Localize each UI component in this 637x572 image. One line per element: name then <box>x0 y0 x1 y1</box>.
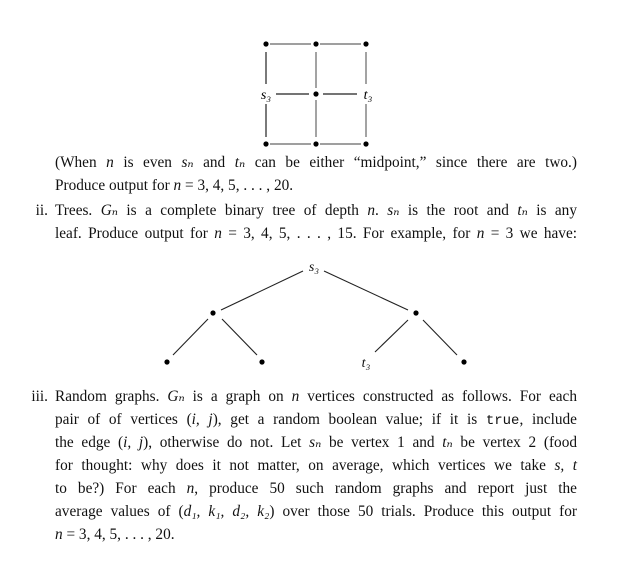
grid-target-label: t₃ <box>363 88 373 103</box>
item-iii-line <box>55 480 577 498</box>
tree-leaf-label: t₃ <box>361 356 371 371</box>
tree-root-label: s₃ <box>308 260 320 275</box>
text-segment: to be?) For each <box>55 480 187 497</box>
text-segment: , produce 50 such random graphs and report just the <box>194 480 577 497</box>
math-text: sₙ <box>387 202 400 219</box>
text-segment: can be either “midpoint,” since there are two.) <box>245 154 577 171</box>
text-segment: be vertex 2 (food <box>452 434 577 451</box>
math-text: sₙ <box>181 154 194 171</box>
item-iii-line <box>55 388 577 406</box>
text-segment: Random graphs. <box>55 388 168 405</box>
grid-graph-figure <box>261 41 373 146</box>
text-segment: (When <box>55 154 107 171</box>
math-text: Gₙ <box>167 388 185 405</box>
item-iii-line <box>55 411 577 430</box>
math-text: n <box>186 480 195 497</box>
item-ii-line <box>55 225 577 243</box>
text-segment: is a graph on <box>184 388 292 405</box>
item-iii-label: iii. <box>31 388 48 405</box>
text-segment: Trees. <box>55 202 101 219</box>
text-segment: vertices constructed as follows. For each <box>299 388 577 405</box>
math-text: tₙ <box>442 434 453 451</box>
text-segment: and <box>193 154 235 171</box>
grid-source-label: s₃ <box>260 88 272 103</box>
math-text: n <box>291 388 300 405</box>
code-text: true <box>485 413 520 429</box>
item-iii-line <box>55 503 577 521</box>
binary-tree-figure <box>164 260 466 371</box>
math-text: n <box>214 225 222 242</box>
text-segment: be vertex 1 and <box>321 434 443 451</box>
text-segment: Produce output for <box>55 177 174 194</box>
text-segment: for thought: why does it not matter, on average, which vertices we take <box>55 457 555 474</box>
text-segment: = 3, 4, 5, . . . , 20. <box>62 526 175 543</box>
text-segment: is a complete binary tree of depth <box>117 202 368 219</box>
text-segment: . <box>375 202 388 219</box>
item-ii-line <box>55 202 577 220</box>
para-line <box>55 154 577 172</box>
math-text: i, j <box>123 434 144 451</box>
math-text: s, t <box>554 457 577 474</box>
math-text: n <box>55 526 63 543</box>
item-iii-line <box>55 457 577 475</box>
text-segment: is even <box>113 154 182 171</box>
text-segment: is the root and <box>399 202 518 219</box>
text-segment: = 3, 4, 5, . . . , 15. For example, for <box>221 225 477 242</box>
math-text: d₁, k₁, d₂, k₂ <box>183 503 270 520</box>
math-text: Gₙ <box>100 202 118 219</box>
text-segment: ), otherwise do not. Let <box>143 434 310 451</box>
text-segment: = 3, 4, 5, . . . , 20. <box>181 177 294 194</box>
text-segment: pair of of vertices ( <box>55 411 192 428</box>
math-text: n <box>173 177 182 194</box>
item-iii-line <box>55 526 577 544</box>
text-segment: ), get a random boolean value; if it is <box>212 411 486 428</box>
math-text: n <box>476 225 485 242</box>
math-text: tₙ <box>517 202 528 219</box>
para-line <box>55 177 577 195</box>
text-segment: , include <box>519 411 577 428</box>
math-text: sₙ <box>309 434 322 451</box>
text-segment: = 3 we have: <box>484 225 577 242</box>
math-text: tₙ <box>234 154 246 171</box>
item-ii-label: ii. <box>35 202 48 219</box>
math-text: n <box>106 154 114 171</box>
item-iii-line <box>55 434 577 452</box>
text-segment: ) over those 50 trials. Produce this output for <box>269 503 578 520</box>
text-segment: leaf. Produce output for <box>55 225 215 242</box>
text-segment: average values of ( <box>55 503 184 520</box>
math-text: i, j <box>191 411 213 428</box>
math-text: n <box>367 202 376 219</box>
text-segment: is any <box>527 202 577 219</box>
text-segment: the edge ( <box>55 434 124 451</box>
